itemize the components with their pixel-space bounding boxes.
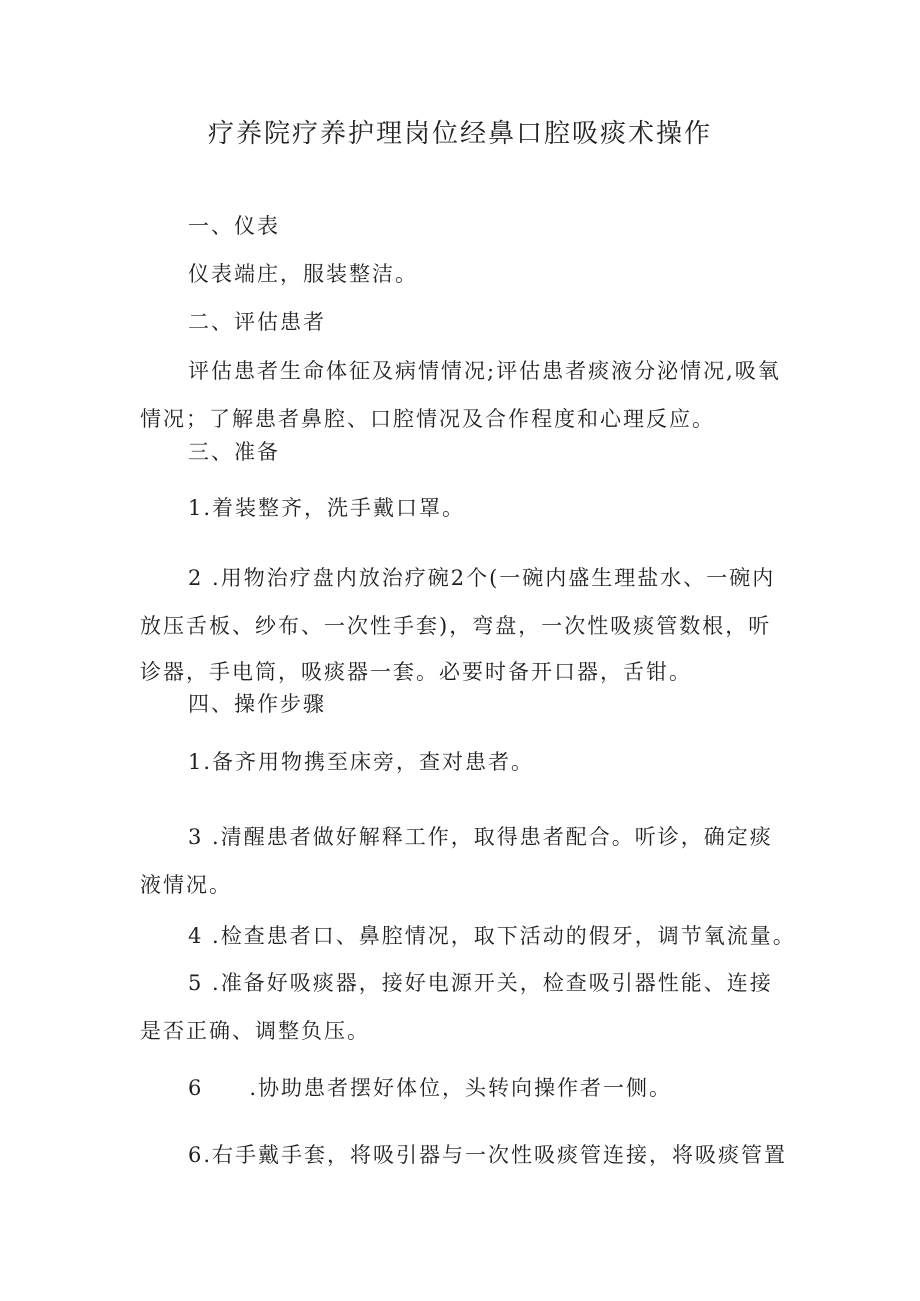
paragraph-line: 放压舌板、纱布、一次性手套)，弯盘，一次性吸痰管数根，听 [140,614,772,638]
paragraph-line: 仪表端庄，服装整洁。 [188,262,418,286]
paragraph-line: 评估患者生命体征及病情情况;评估患者痰液分泌情况,吸氧 [188,359,781,383]
section-heading-appearance: 一、仪表 [188,214,280,238]
paragraph-line: 是否正确、调整负压。 [140,1019,370,1043]
list-item: 3 .清醒患者做好解释工作，取得患者配合。听诊，确定痰 [188,825,773,849]
list-item: 6 .协助患者摆好体位，头转向操作者一侧。 [188,1076,673,1100]
paragraph-line: 情况；了解患者鼻腔、口腔情况及合作程度和心理反应。 [140,407,715,431]
list-item: 4 .检查患者口、鼻腔情况，取下活动的假牙，调节氧流量。 [188,924,796,948]
list-item: 1.着装整齐，洗手戴口罩。 [188,496,466,520]
paragraph-line: 液情况。 [140,873,232,897]
document-title: 疗养院疗养护理岗位经鼻口腔吸痰术操作 [207,119,712,149]
list-item: 1.备齐用物携至床旁，查对患者。 [188,750,535,774]
list-item: 6.右手戴手套，将吸引器与一次性吸痰管连接，将吸痰管置 [188,1143,788,1167]
list-item: 2 .用物治疗盘内放治疗碗2个(一碗内盛生理盐水、一碗内 [188,566,776,590]
list-item: 5 .准备好吸痰器，接好电源开关，检查吸引器性能、连接 [188,971,773,995]
section-heading-steps: 四、操作步骤 [188,692,326,716]
section-heading-preparation: 三、准备 [188,440,280,464]
section-heading-assessment: 二、评估患者 [188,310,326,334]
paragraph-line: 诊器，手电筒，吸痰器一套。必要时备开口器，舌钳。 [140,660,692,684]
